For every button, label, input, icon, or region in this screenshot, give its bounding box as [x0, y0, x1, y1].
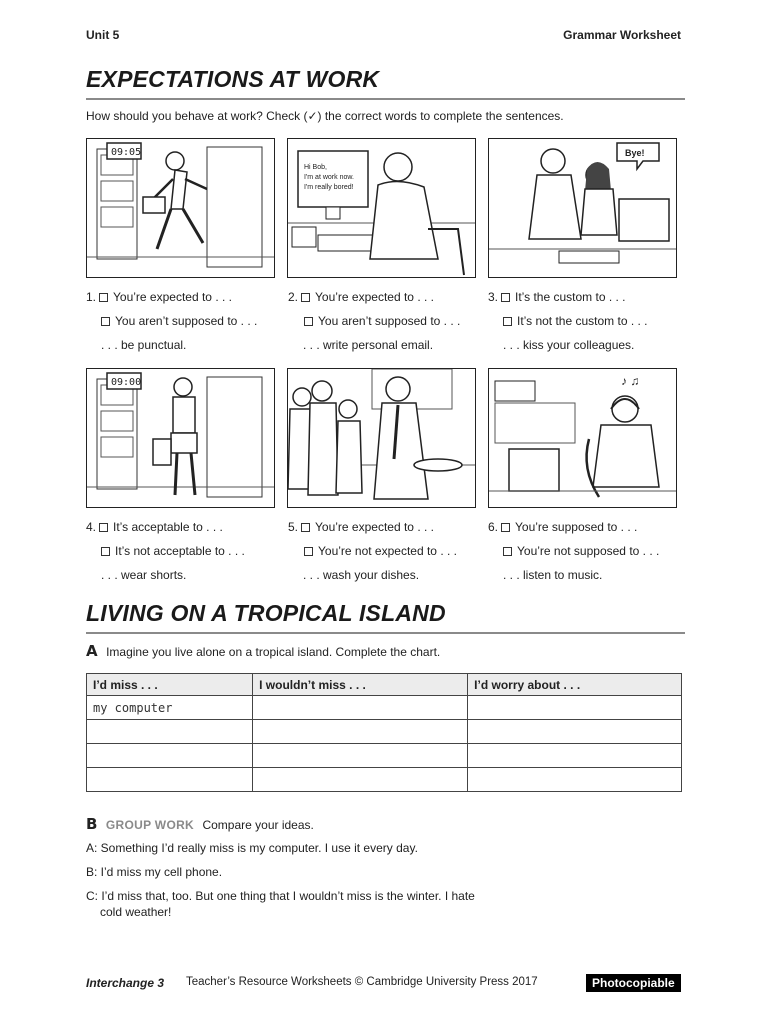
- checkbox[interactable]: [101, 547, 110, 556]
- chart-cell[interactable]: [468, 696, 682, 720]
- chart-cell[interactable]: [87, 744, 253, 768]
- checkbox[interactable]: [501, 293, 510, 302]
- item-1-option-1[interactable]: 1. You’re expected to . . .: [86, 290, 232, 304]
- item-5-option-2[interactable]: You’re not expected to . . .: [304, 544, 457, 558]
- item-1-ending: . . . be punctual.: [101, 338, 187, 352]
- chart-cell[interactable]: [253, 768, 468, 792]
- screen-line-2: I'm at work now.: [304, 174, 354, 181]
- part-a-instruction: Imagine you live alone on a tropical island. Complete the chart.: [106, 645, 441, 659]
- footer-book-title: Interchange 3: [86, 976, 165, 990]
- table-row: [87, 696, 682, 720]
- checkbox[interactable]: [101, 317, 110, 326]
- group-work-label: GROUP WORK: [105, 818, 195, 832]
- chart-cell[interactable]: [253, 696, 468, 720]
- chart-cell[interactable]: [87, 720, 253, 744]
- checkbox[interactable]: [503, 547, 512, 556]
- dialogue-line: B: I’d miss my cell phone.: [86, 865, 223, 879]
- chart-cell[interactable]: [87, 768, 253, 792]
- part-a-letter: A: [86, 642, 98, 660]
- table-row: [87, 744, 682, 768]
- section-divider: [86, 98, 685, 100]
- dialogue-line: cold weather!: [100, 905, 172, 919]
- illustration-coworkers-by-sink: [287, 368, 476, 508]
- item-4-ending: . . . wear shorts.: [101, 568, 187, 582]
- chart-cell[interactable]: my computer: [87, 696, 253, 720]
- checkbox[interactable]: [99, 293, 108, 302]
- column-header: I wouldn’t miss . . .: [253, 674, 468, 696]
- column-header: I’d worry about . . .: [468, 674, 682, 696]
- photocopiable-badge: Photocopiable: [586, 974, 681, 992]
- section1-instruction: How should you behave at work? Check (✓) the correct words to complete the sentences.: [86, 109, 564, 123]
- table-row: [87, 720, 682, 744]
- section-title-tropical-island: LIVING ON A TROPICAL ISLAND: [86, 600, 446, 626]
- item-6-ending: . . . listen to music.: [503, 568, 603, 582]
- part-a-heading: [86, 642, 440, 661]
- checkbox[interactable]: [99, 523, 108, 532]
- item-3-number: 3.: [488, 290, 499, 304]
- item-3-option-2[interactable]: It’s not the custom to . . .: [503, 314, 648, 328]
- footer-credit: Teacher’s Resource Worksheets © Cambridge University Press 2017: [186, 976, 538, 988]
- item-1-number: 1.: [86, 290, 97, 304]
- illustration-man-running-late: [86, 138, 275, 278]
- screen-line-3: I'm really bored!: [304, 184, 354, 191]
- unit-label: Unit 5: [86, 28, 120, 42]
- item-2-number: 2.: [288, 290, 299, 304]
- clock-display: 09:05: [111, 147, 142, 158]
- item-3-option-1[interactable]: 3. It’s the custom to . . .: [488, 290, 626, 304]
- screen-line-1: Hi Bob,: [304, 164, 327, 171]
- item-2-option-2[interactable]: You aren’t supposed to . . .: [304, 314, 460, 328]
- item-4-option-1[interactable]: 4. It’s acceptable to . . .: [86, 520, 223, 534]
- dialogue-line: C: I’d miss that, too. But one thing that I wouldn’t miss is the winter. I hate: [86, 889, 475, 903]
- item-1-option-2[interactable]: You aren’t supposed to . . .: [101, 314, 257, 328]
- island-chart: [86, 673, 682, 792]
- item-2-ending: . . . write personal email.: [303, 338, 434, 352]
- illustration-man-in-shorts: [86, 368, 275, 508]
- item-5-number: 5.: [288, 520, 299, 534]
- illustration-listening-to-music: [488, 368, 677, 508]
- worksheet-type: Grammar Worksheet: [563, 28, 681, 42]
- item-6-option-1[interactable]: 6. You’re supposed to . . .: [488, 520, 638, 534]
- chart-cell[interactable]: [468, 744, 682, 768]
- illustration-kissing-colleague: [488, 138, 677, 278]
- clock-display: 09:00: [111, 377, 142, 388]
- part-b-heading: [86, 815, 314, 834]
- section-title-expectations: EXPECTATIONS AT WORK: [86, 66, 380, 92]
- section-divider: [86, 632, 685, 634]
- chart-cell[interactable]: [253, 744, 468, 768]
- item-6-option-2[interactable]: You’re not supposed to . . .: [503, 544, 659, 558]
- item-5-option-1[interactable]: 5. You’re expected to . . .: [288, 520, 434, 534]
- checkbox[interactable]: [304, 317, 313, 326]
- svg-text:♪ ♫: ♪ ♫: [621, 374, 640, 388]
- item-4-number: 4.: [86, 520, 97, 534]
- table-row: [87, 768, 682, 792]
- checkbox[interactable]: [301, 523, 310, 532]
- chart-cell[interactable]: [253, 720, 468, 744]
- checkbox[interactable]: [503, 317, 512, 326]
- checkbox[interactable]: [304, 547, 313, 556]
- speech-bubble-text: Bye!: [625, 148, 645, 158]
- chart-header-row: [87, 674, 682, 696]
- chart-cell[interactable]: [468, 720, 682, 744]
- checkbox[interactable]: [501, 523, 510, 532]
- chart-cell[interactable]: [468, 768, 682, 792]
- dialogue-line: A: Something I’d really miss is my computer. I use it every day.: [86, 841, 418, 855]
- item-4-option-2[interactable]: It’s not acceptable to . . .: [101, 544, 245, 558]
- item-3-ending: . . . kiss your colleagues.: [503, 338, 635, 352]
- item-6-number: 6.: [488, 520, 499, 534]
- item-2-option-1[interactable]: 2. You’re expected to . . .: [288, 290, 434, 304]
- column-header: I’d miss . . .: [87, 674, 253, 696]
- part-b-letter: B: [86, 815, 98, 833]
- part-b-instruction: Compare your ideas.: [202, 818, 314, 832]
- item-5-ending: . . . wash your dishes.: [303, 568, 420, 582]
- checkbox[interactable]: [301, 293, 310, 302]
- illustration-man-at-computer: [287, 138, 476, 278]
